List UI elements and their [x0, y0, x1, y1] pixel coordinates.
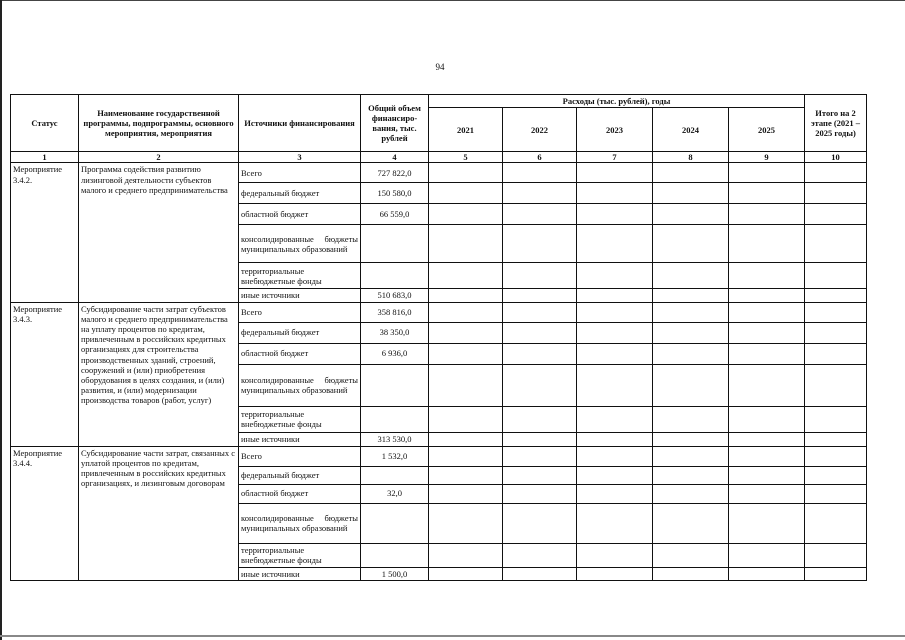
- status-cell: Мероприятие 3.4.2.: [11, 163, 79, 302]
- column-number: 4: [361, 152, 429, 163]
- total-cell: [361, 225, 429, 263]
- total-cell: 313 530,0: [361, 432, 429, 446]
- header-year: 2025: [729, 108, 805, 152]
- source-cell: федеральный бюджет: [239, 466, 361, 484]
- total-cell: [361, 364, 429, 406]
- source-cell: иные источники: [239, 289, 361, 302]
- column-number: 5: [429, 152, 503, 163]
- total-cell: 358 816,0: [361, 302, 429, 322]
- column-number: 6: [503, 152, 577, 163]
- total-cell: [361, 466, 429, 484]
- source-cell: Всего: [239, 302, 361, 322]
- header-name: Наименование государственной программы, подпрограммы, основного мероприятия, мероприятия: [79, 95, 239, 152]
- header-year: 2022: [503, 108, 577, 152]
- total-cell: [361, 503, 429, 543]
- measure-name-cell: Субсидирование части затрат субъектов малого и среднего предпринимательства на уплату процентов по кредитам, привлеченным в российских кредитных организациях для строительства производственных зданий, строений, сооружений и (или) приобретения оборудования в целях создания, и (или) развития, и (или) модернизации производства товаров (работ, услуг): [79, 302, 239, 446]
- source-cell: федеральный бюджет: [239, 322, 361, 343]
- source-cell: консолидированные бюджеты муниципальных образований: [239, 364, 361, 406]
- page-top-edge: [0, 0, 905, 1]
- source-cell: Всего: [239, 446, 361, 466]
- header-year: 2024: [653, 108, 729, 152]
- source-cell: территориальные внебюджетные фонды: [239, 543, 361, 567]
- column-number: 7: [577, 152, 653, 163]
- header-final: Итого на 2 этапе (2021 – 2025 годы): [805, 95, 867, 152]
- column-number: 2: [79, 152, 239, 163]
- total-cell: [361, 263, 429, 289]
- total-cell: 1 500,0: [361, 567, 429, 580]
- total-cell: [361, 543, 429, 567]
- total-cell: 150 580,0: [361, 183, 429, 204]
- total-cell: 1 532,0: [361, 446, 429, 466]
- source-cell: иные источники: [239, 567, 361, 580]
- page-bottom-edge: [0, 635, 905, 637]
- total-cell: [361, 406, 429, 432]
- header-sources: Источники финансирования: [239, 95, 361, 152]
- total-cell: 6 936,0: [361, 343, 429, 364]
- status-cell: Мероприятие 3.4.4.: [11, 446, 79, 580]
- header-status: Статус: [11, 95, 79, 152]
- source-cell: областной бюджет: [239, 343, 361, 364]
- status-cell: Мероприятие 3.4.3.: [11, 302, 79, 446]
- total-cell: 38 350,0: [361, 322, 429, 343]
- table-row: [11, 163, 867, 183]
- header-year: 2023: [577, 108, 653, 152]
- source-cell: иные источники: [239, 432, 361, 446]
- measure-name-cell: Программа содействия развитию лизинговой деятельности субъектов малого и среднего предпринимательства: [79, 163, 239, 302]
- measure-name-cell: Субсидирование части затрат, связанных с уплатой процентов по кредитам, привлеченным в российских кредитных организациях, и лизинговым договорам: [79, 446, 239, 580]
- source-cell: областной бюджет: [239, 204, 361, 225]
- financing-table: [10, 94, 867, 581]
- header-expenses: Расходы (тыс. рублей), годы: [429, 95, 805, 108]
- source-cell: Всего: [239, 163, 361, 183]
- column-number: 1: [11, 152, 79, 163]
- total-cell: 727 822,0: [361, 163, 429, 183]
- column-number: 10: [805, 152, 867, 163]
- source-cell: областной бюджет: [239, 484, 361, 503]
- total-cell: 32,0: [361, 484, 429, 503]
- page-number: 94: [435, 62, 445, 72]
- total-cell: 510 683,0: [361, 289, 429, 302]
- source-cell: консолидированные бюджеты муниципальных образований: [239, 503, 361, 543]
- table-row: [11, 446, 867, 466]
- column-number: 8: [653, 152, 729, 163]
- source-cell: федеральный бюджет: [239, 183, 361, 204]
- source-cell: консолидированные бюджеты муниципальных образований: [239, 225, 361, 263]
- source-cell: территориальные внебюджетные фонды: [239, 406, 361, 432]
- header-total: Общий объем финансиро-вания, тыс. рублей: [361, 95, 429, 152]
- header-year: 2021: [429, 108, 503, 152]
- source-cell: территориальные внебюджетные фонды: [239, 263, 361, 289]
- total-cell: 66 559,0: [361, 204, 429, 225]
- column-number: 9: [729, 152, 805, 163]
- table-row: [11, 302, 867, 322]
- page-left-edge: [0, 0, 2, 640]
- column-number-row: [11, 152, 867, 163]
- column-number: 3: [239, 152, 361, 163]
